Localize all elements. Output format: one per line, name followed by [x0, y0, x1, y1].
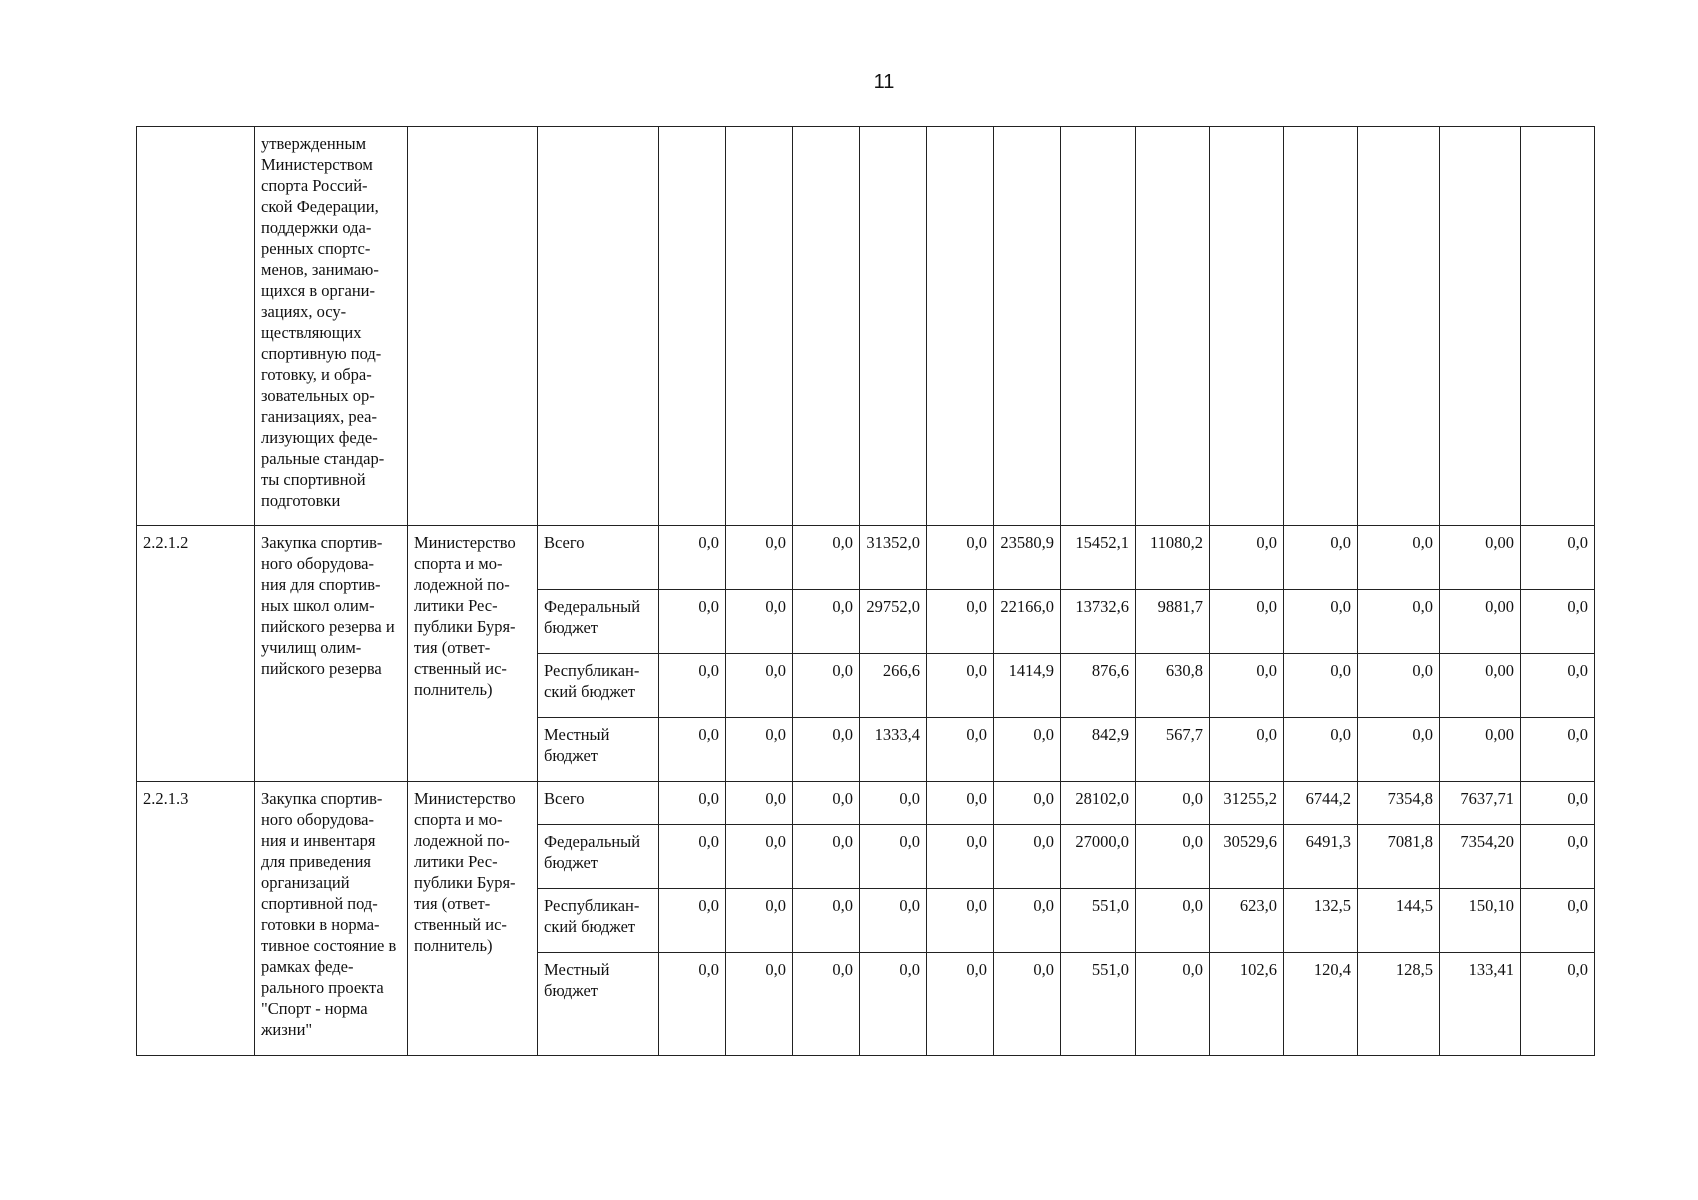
value-cell: 842,9: [1061, 718, 1136, 782]
source-cell: Федеральный бюджет: [538, 590, 659, 654]
value-cell: 0,0: [994, 825, 1061, 889]
value-cell: [1061, 127, 1136, 526]
value-cell: 0,0: [1210, 590, 1284, 654]
value-cell: 0,0: [726, 526, 793, 590]
value-cell: [659, 127, 726, 526]
value-cell: 0,0: [1521, 654, 1595, 718]
value-cell: 0,0: [1284, 590, 1358, 654]
value-cell: 0,0: [1358, 590, 1440, 654]
value-cell: 0,0: [1521, 889, 1595, 953]
value-cell: 1414,9: [994, 654, 1061, 718]
value-cell: 0,0: [793, 590, 860, 654]
source-cell: Федеральный бюджет: [538, 825, 659, 889]
value-cell: 0,0: [659, 889, 726, 953]
value-cell: [927, 127, 994, 526]
value-cell: 0,0: [793, 889, 860, 953]
value-cell: 0,00: [1440, 590, 1521, 654]
value-cell: [1210, 127, 1284, 526]
value-cell: 128,5: [1358, 953, 1440, 1056]
value-cell: 23580,9: [994, 526, 1061, 590]
value-cell: 0,0: [726, 718, 793, 782]
source-cell: Всего: [538, 526, 659, 590]
value-cell: 0,0: [994, 889, 1061, 953]
value-cell: 0,0: [994, 718, 1061, 782]
value-cell: 27000,0: [1061, 825, 1136, 889]
value-cell: 0,0: [927, 825, 994, 889]
source-cell: Местный бюджет: [538, 953, 659, 1056]
value-cell: 6744,2: [1284, 782, 1358, 825]
value-cell: 0,0: [1210, 718, 1284, 782]
value-cell: 630,8: [1136, 654, 1210, 718]
value-cell: 7354,20: [1440, 825, 1521, 889]
value-cell: 0,0: [1210, 654, 1284, 718]
value-cell: 0,0: [793, 718, 860, 782]
value-cell: 0,0: [726, 953, 793, 1056]
value-cell: 0,0: [860, 889, 927, 953]
value-cell: 9881,7: [1136, 590, 1210, 654]
value-cell: 0,0: [793, 654, 860, 718]
value-cell: 623,0: [1210, 889, 1284, 953]
value-cell: 0,0: [659, 590, 726, 654]
value-cell: [1358, 127, 1440, 526]
measure-name-cell: Закупка спортив- ного оборудова- ния для спортив- ных школ олим- пийского резерва и училищ олим- пийского резерва: [255, 526, 408, 782]
value-cell: 0,0: [927, 654, 994, 718]
value-cell: 0,0: [659, 782, 726, 825]
value-cell: 7081,8: [1358, 825, 1440, 889]
value-cell: 13732,6: [1061, 590, 1136, 654]
value-cell: 22166,0: [994, 590, 1061, 654]
value-cell: 0,0: [1358, 526, 1440, 590]
value-cell: [994, 127, 1061, 526]
value-cell: 0,0: [927, 889, 994, 953]
value-cell: 0,0: [927, 953, 994, 1056]
value-cell: 0,0: [927, 526, 994, 590]
value-cell: 7637,71: [1440, 782, 1521, 825]
value-cell: 0,0: [1284, 654, 1358, 718]
budget-table: [136, 126, 1595, 1056]
source-cell: Всего: [538, 782, 659, 825]
value-cell: 0,00: [1440, 654, 1521, 718]
value-cell: 0,0: [1136, 953, 1210, 1056]
executor-cell: Министерство спорта и мо- лодежной по- литики Рес- публики Буря- тия (ответ- ственный ис- полнитель): [408, 782, 538, 1056]
value-cell: 0,0: [793, 953, 860, 1056]
value-cell: 0,0: [1284, 526, 1358, 590]
measure-name-cell: Закупка спортив- ного оборудова- ния и инвентаря для приведения организаций спортивной под- готовки в норма- тивное состояние в рамках феде- рального проекта "Спорт - норма жизни": [255, 782, 408, 1056]
value-cell: 0,0: [1521, 825, 1595, 889]
code-cell: 2.2.1.2: [137, 526, 255, 782]
value-cell: 0,0: [1521, 953, 1595, 1056]
executor-cell: Министерство спорта и мо- лодежной по- литики Рес- публики Буря- тия (ответ- ственный ис- полнитель): [408, 526, 538, 782]
value-cell: 29752,0: [860, 590, 927, 654]
value-cell: 1333,4: [860, 718, 927, 782]
value-cell: 6491,3: [1284, 825, 1358, 889]
value-cell: 0,0: [726, 782, 793, 825]
value-cell: 120,4: [1284, 953, 1358, 1056]
value-cell: [860, 127, 927, 526]
value-cell: 0,00: [1440, 526, 1521, 590]
value-cell: 11080,2: [1136, 526, 1210, 590]
table-row: [137, 526, 1595, 590]
value-cell: 0,0: [927, 782, 994, 825]
value-cell: 0,0: [1521, 782, 1595, 825]
table-row: [137, 782, 1595, 825]
value-cell: 551,0: [1061, 953, 1136, 1056]
value-cell: 0,0: [726, 590, 793, 654]
value-cell: 0,0: [1284, 718, 1358, 782]
value-cell: 0,0: [860, 953, 927, 1056]
value-cell: 0,0: [994, 953, 1061, 1056]
value-cell: 150,10: [1440, 889, 1521, 953]
value-cell: [793, 127, 860, 526]
value-cell: 0,0: [659, 953, 726, 1056]
value-cell: 551,0: [1061, 889, 1136, 953]
value-cell: [1440, 127, 1521, 526]
value-cell: 0,0: [860, 782, 927, 825]
value-cell: 0,0: [994, 782, 1061, 825]
value-cell: 102,6: [1210, 953, 1284, 1056]
value-cell: 0,0: [659, 718, 726, 782]
value-cell: 0,0: [1521, 590, 1595, 654]
value-cell: 876,6: [1061, 654, 1136, 718]
value-cell: 0,0: [927, 590, 994, 654]
value-cell: 28102,0: [1061, 782, 1136, 825]
value-cell: 567,7: [1136, 718, 1210, 782]
code-cell: [137, 127, 255, 526]
value-cell: 133,41: [1440, 953, 1521, 1056]
value-cell: 0,0: [1521, 526, 1595, 590]
value-cell: 0,0: [726, 889, 793, 953]
value-cell: 15452,1: [1061, 526, 1136, 590]
value-cell: 266,6: [860, 654, 927, 718]
value-cell: 0,0: [1210, 526, 1284, 590]
value-cell: 0,0: [1521, 718, 1595, 782]
value-cell: 0,0: [726, 825, 793, 889]
value-cell: 30529,6: [1210, 825, 1284, 889]
page-number: 11: [873, 71, 895, 93]
value-cell: 31255,2: [1210, 782, 1284, 825]
value-cell: 132,5: [1284, 889, 1358, 953]
value-cell: 0,0: [659, 526, 726, 590]
value-cell: 0,0: [659, 825, 726, 889]
value-cell: 0,00: [1440, 718, 1521, 782]
value-cell: 0,0: [1136, 889, 1210, 953]
value-cell: [1136, 127, 1210, 526]
value-cell: [726, 127, 793, 526]
value-cell: 7354,8: [1358, 782, 1440, 825]
value-cell: [1284, 127, 1358, 526]
source-cell: Республикан- ский бюджет: [538, 654, 659, 718]
source-cell: Республикан- ский бюджет: [538, 889, 659, 953]
value-cell: 0,0: [726, 654, 793, 718]
value-cell: 31352,0: [860, 526, 927, 590]
value-cell: 0,0: [1136, 825, 1210, 889]
value-cell: 0,0: [1136, 782, 1210, 825]
value-cell: 144,5: [1358, 889, 1440, 953]
value-cell: 0,0: [927, 718, 994, 782]
code-cell: 2.2.1.3: [137, 782, 255, 1056]
continuation-row: [137, 127, 1595, 526]
value-cell: 0,0: [1358, 718, 1440, 782]
value-cell: [1521, 127, 1595, 526]
value-cell: 0,0: [793, 825, 860, 889]
executor-cell: [408, 127, 538, 526]
value-cell: 0,0: [793, 782, 860, 825]
value-cell: 0,0: [1358, 654, 1440, 718]
source-cell: Местный бюджет: [538, 718, 659, 782]
value-cell: 0,0: [659, 654, 726, 718]
measure-name-cell: утвержденным Министерством спорта Россий- ской Федерации, поддержки ода- ренных спортс- менов, занимаю- щихся в органи- зациях, осу- ществляющих спортивную под- готовку, и обра- зовательных ор- ганизациях, реа- лизующих феде- ральные стандар- ты спортивной подготовки: [255, 127, 408, 526]
source-cell: [538, 127, 659, 526]
value-cell: 0,0: [860, 825, 927, 889]
value-cell: 0,0: [793, 526, 860, 590]
